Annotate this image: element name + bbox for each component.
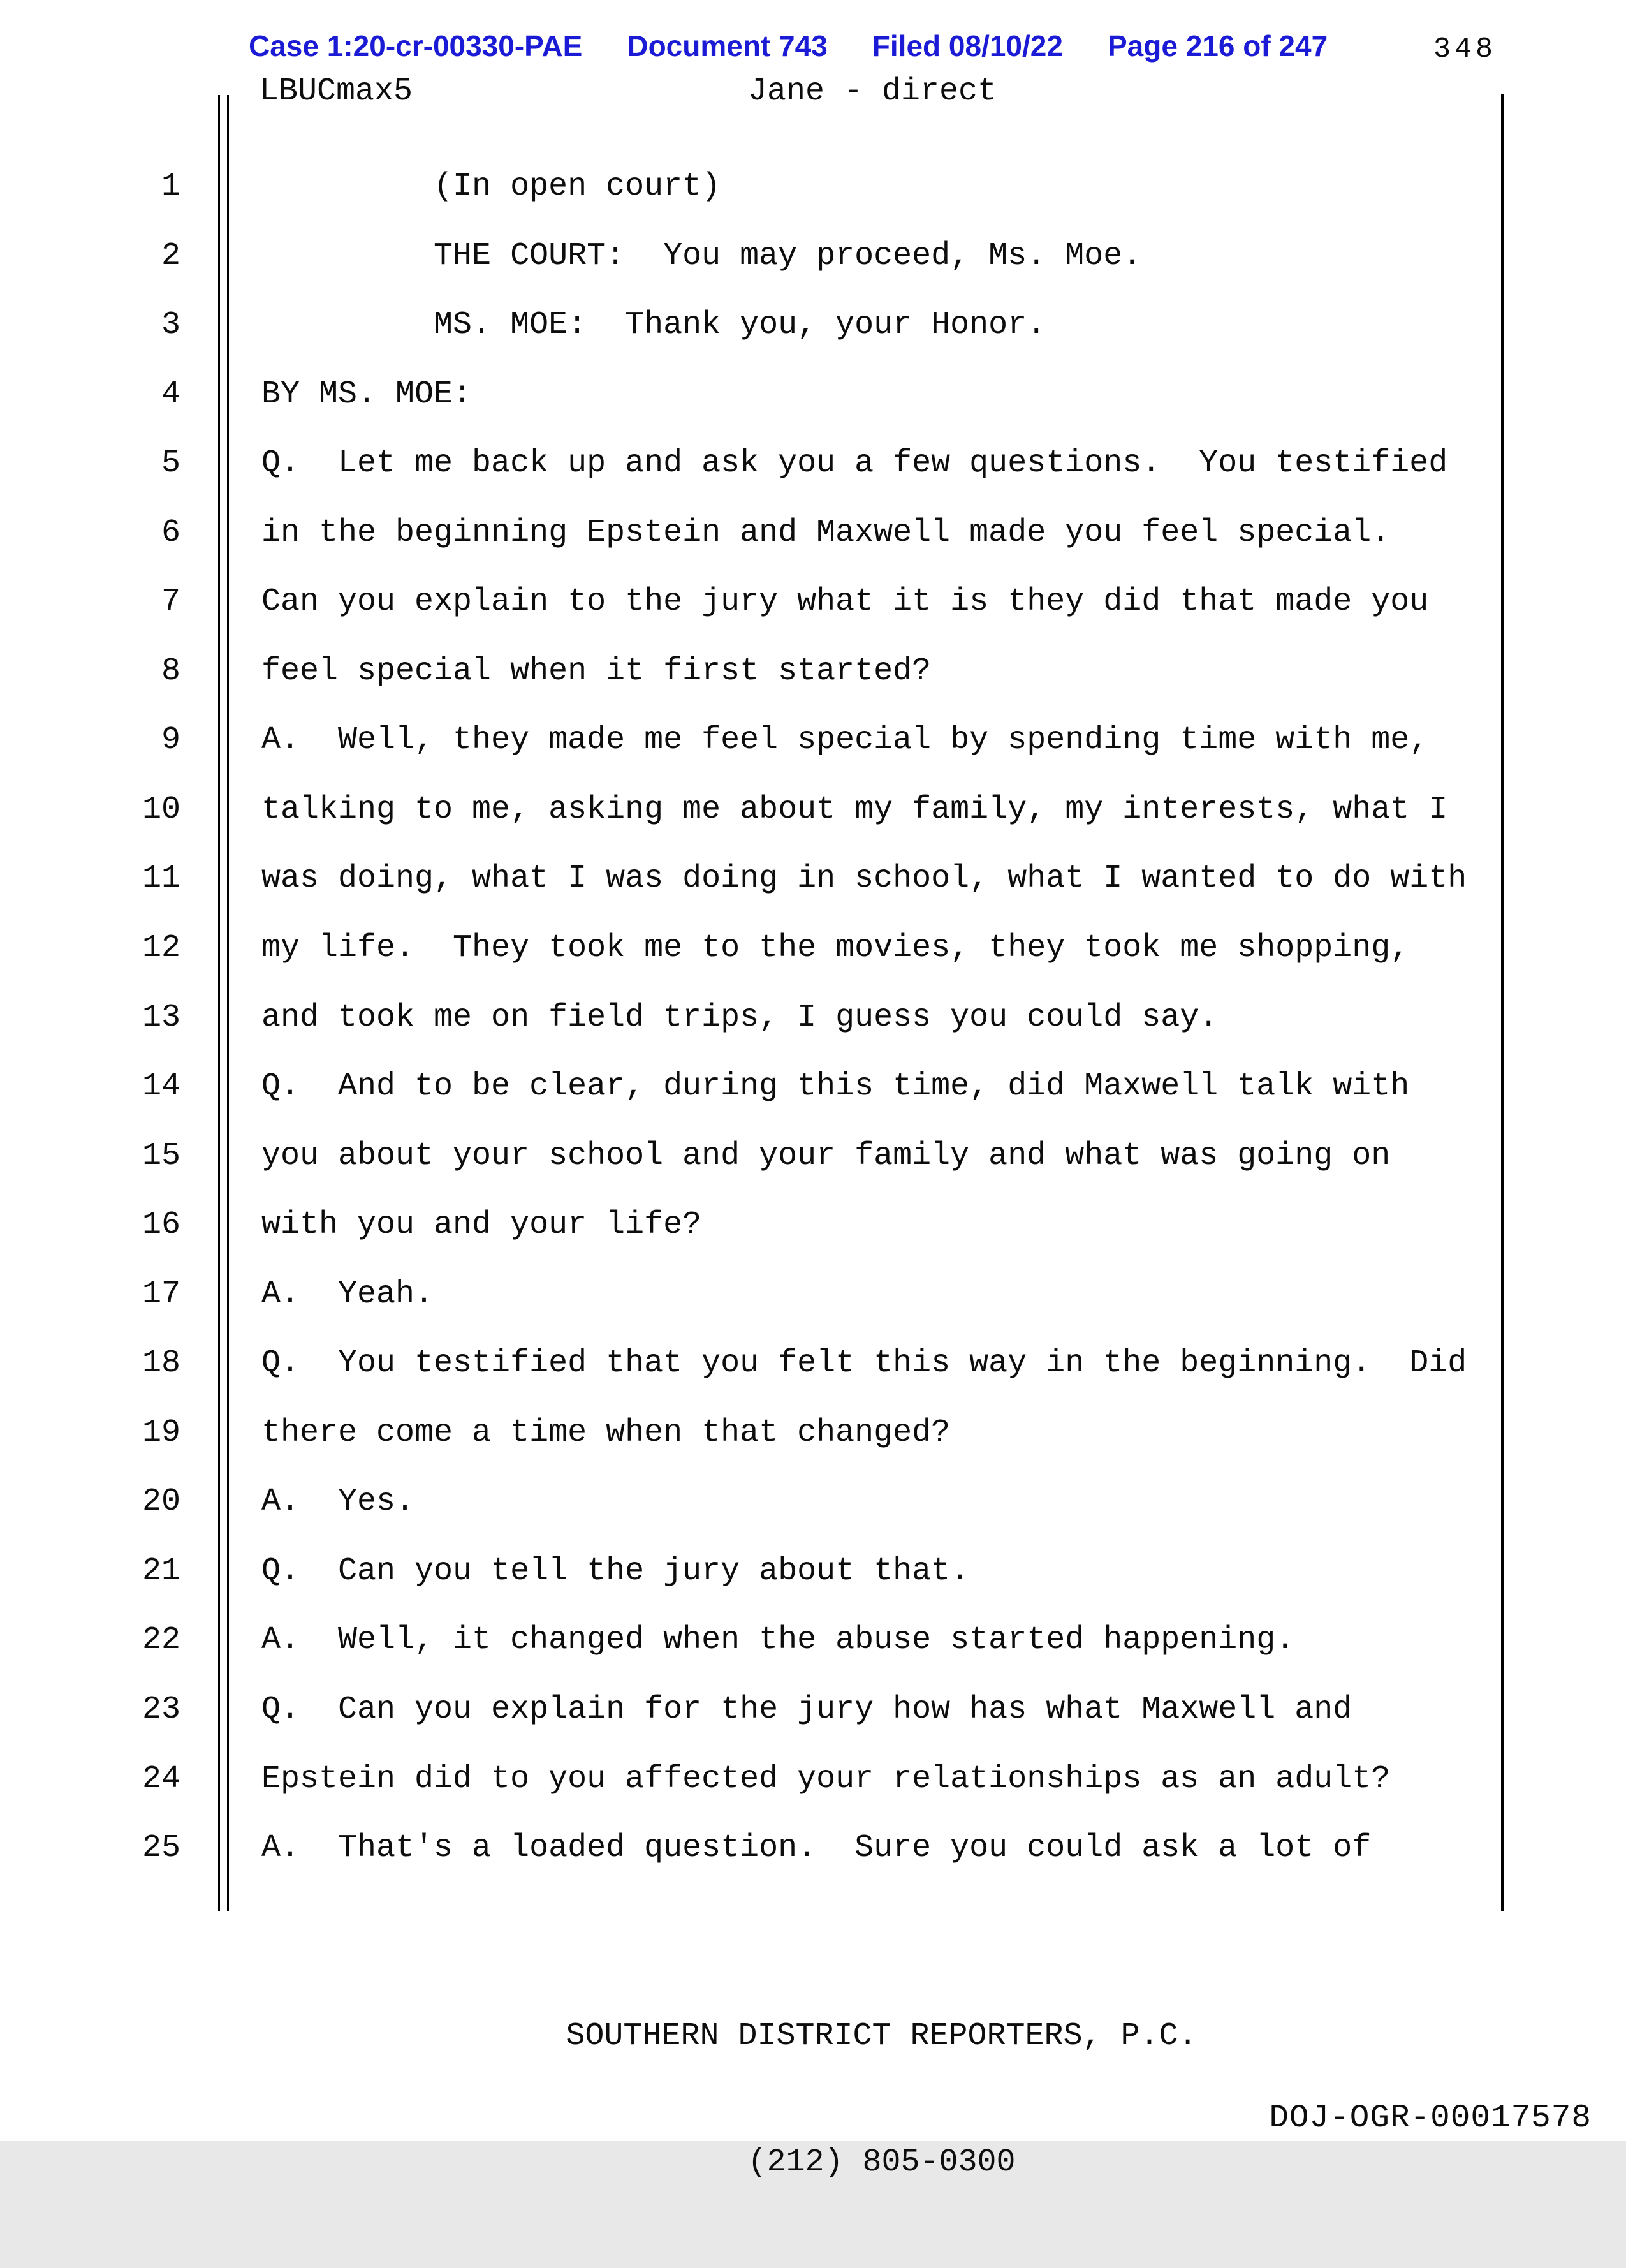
line-text: Q. Can you explain for the jury how has what Maxwell and: [261, 1691, 1352, 1728]
line-text: was doing, what I was doing in school, what I wanted to do with: [261, 860, 1467, 897]
line-text: there come a time when that changed?: [261, 1414, 951, 1451]
line-text: THE COURT: You may proceed, Ms. Moe.: [261, 237, 1142, 274]
transcript-line-row: [0, 932, 1626, 1002]
transcript-line-row: [0, 1624, 1626, 1694]
transcript-line-row: [0, 1691, 1626, 1764]
pacer-header-stamp: [249, 31, 1328, 61]
line-number: 7: [161, 584, 180, 621]
line-text: in the beginning Epstein and Maxwell made you feel special.: [261, 514, 1391, 551]
line-number: 4: [161, 376, 180, 413]
line-number: 22: [142, 1622, 180, 1659]
line-text: Q. And to be clear, during this time, did Maxwell talk with: [261, 1068, 1410, 1105]
filed-date: Filed 08/10/22: [872, 29, 1063, 63]
transcript-line-row: [0, 445, 1626, 517]
transcript-line-row: [0, 168, 1626, 240]
line-number: 2: [161, 237, 180, 274]
line-text: Epstein did to you affected your relationships as an adult?: [261, 1760, 1391, 1797]
transcript-line-row: [0, 586, 1626, 656]
line-number: 18: [142, 1345, 180, 1382]
line-number: 20: [142, 1484, 180, 1521]
document-number: Document 743: [627, 29, 828, 63]
line-text: feel special when it first started?: [261, 652, 932, 689]
line-number: 17: [142, 1276, 180, 1313]
transcript-line-row: [0, 999, 1626, 1071]
line-number: 21: [142, 1552, 180, 1589]
transcript-line-row: [0, 860, 1626, 932]
transcript-line-row: [0, 1137, 1626, 1210]
line-text: my life. They took me to the movies, they took me shopping,: [261, 930, 1410, 967]
line-number: 24: [142, 1760, 180, 1797]
line-text: you about your school and your family and what was going on: [261, 1137, 1391, 1174]
transcript-line-row: [0, 652, 1626, 725]
line-text: and took me on field trips, I guess you could say.: [261, 999, 1219, 1036]
line-text: A. Well, it changed when the abuse started happening.: [261, 1622, 1295, 1659]
transcript-line-row: [0, 1486, 1626, 1556]
line-number: 23: [142, 1691, 180, 1728]
line-text: A. Yeah.: [261, 1276, 434, 1313]
line-number: 10: [142, 791, 180, 828]
line-number: 8: [161, 652, 180, 689]
transcript-line-row: [0, 1414, 1626, 1487]
case-number: Case 1:20-cr-00330-PAE: [249, 29, 583, 63]
transcript-line-row: [0, 376, 1626, 448]
line-text: BY MS. MOE:: [261, 376, 472, 413]
line-text: A. Yes.: [261, 1484, 415, 1521]
transcript-line-row: [0, 237, 1626, 310]
transcript-line-row: [0, 791, 1626, 864]
line-number: 13: [142, 999, 180, 1036]
line-number: 5: [161, 445, 180, 482]
line-text: Q. Let me back up and ask you a few questions. You testified: [261, 445, 1448, 482]
transcript-line-row: [0, 1552, 1626, 1625]
line-number: 16: [142, 1207, 180, 1244]
page-of-pages: Page 216 of 247: [1107, 29, 1328, 63]
transcript-line-row: [0, 514, 1626, 587]
line-text: Q. You testified that you felt this way in the beginning. Did: [261, 1345, 1467, 1382]
transcript-line-row: [0, 309, 1626, 379]
transcript-line-row: [0, 1276, 1626, 1348]
reporter-name: SOUTHERN DISTRICT REPORTERS, P.C.: [566, 2018, 1198, 2054]
transcript-line-row: [0, 722, 1626, 794]
line-text: Q. Can you tell the jury about that.: [261, 1552, 970, 1589]
line-number: 15: [142, 1137, 180, 1174]
line-number: 14: [142, 1068, 180, 1105]
reporter-footer: [261, 1931, 1502, 2268]
line-number: 11: [142, 860, 180, 897]
transcript-page-number: 348: [1433, 33, 1497, 66]
session-code: LBUCmax5: [260, 73, 413, 110]
transcript-line-row: [0, 1068, 1626, 1140]
line-text: Can you explain to the jury what it is they did that made you: [261, 584, 1429, 621]
line-number: 9: [161, 722, 180, 759]
line-text: talking to me, asking me about my family, my interests, what I: [261, 791, 1448, 828]
line-number: 12: [142, 930, 180, 967]
line-number: 19: [142, 1414, 180, 1451]
witness-direct-label: Jane - direct: [748, 73, 997, 110]
transcript-line-row: [0, 1832, 1626, 1902]
line-text: MS. MOE: Thank you, your Honor.: [261, 307, 1046, 344]
line-number: 3: [161, 307, 180, 344]
transcript-line-row: [0, 1345, 1626, 1417]
line-number: 1: [161, 168, 180, 205]
transcript-line-row: [0, 1209, 1626, 1279]
line-number: 6: [161, 514, 180, 551]
reporter-phone: (212) 805-0300: [747, 2144, 1016, 2181]
bates-stamp: DOJ-OGR-00017578: [1269, 2100, 1592, 2137]
line-text: A. Well, they made me feel special by spending time with me,: [261, 722, 1429, 759]
line-number: 25: [142, 1830, 180, 1867]
line-text: (In open court): [261, 168, 721, 205]
transcript-line-row: [0, 1760, 1626, 1833]
line-text: with you and your life?: [261, 1207, 702, 1244]
transcript-lines: [0, 168, 1626, 1902]
line-text: A. That's a loaded question. Sure you could ask a lot of: [261, 1830, 1372, 1867]
